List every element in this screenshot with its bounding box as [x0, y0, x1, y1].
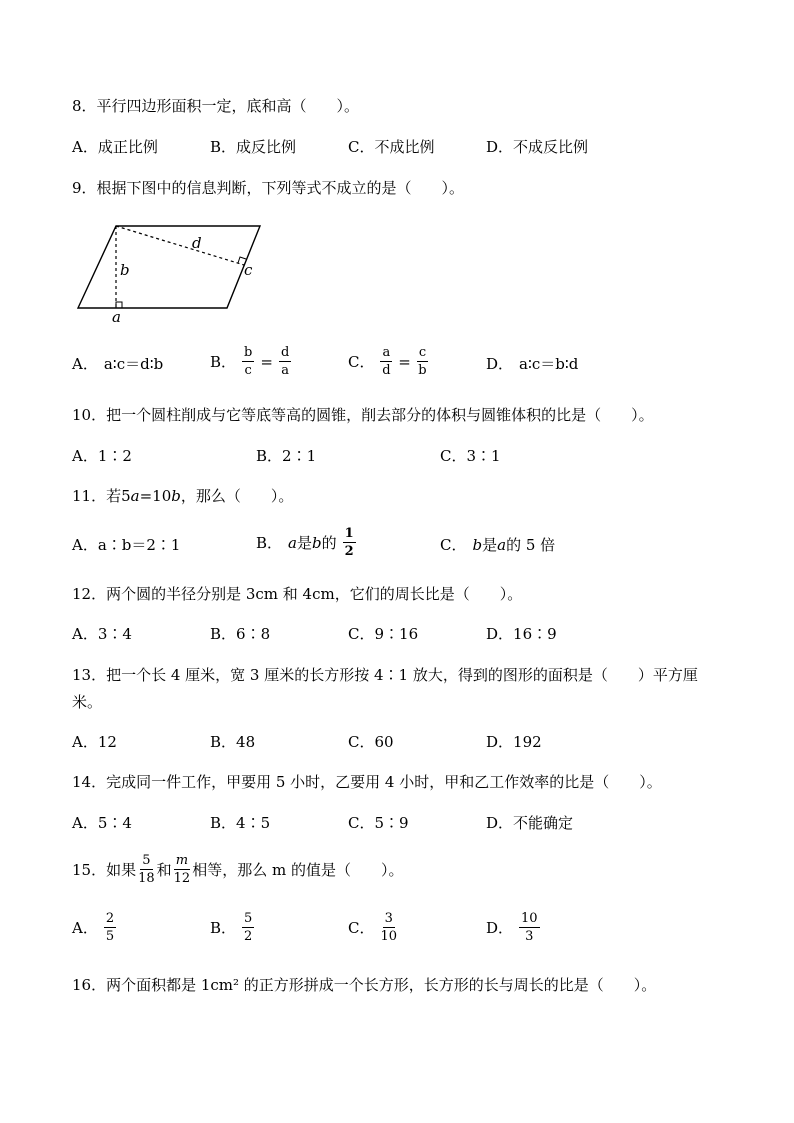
option-c[interactable]: C．9∶16: [348, 625, 419, 643]
option-c[interactable]: C． $\frac{3}{10}$: [348, 911, 398, 944]
option-d[interactable]: D．192: [486, 733, 542, 751]
fraction: $\frac{c}{b}$: [418, 345, 427, 378]
fraction: $\frac{5}{2}$: [244, 911, 253, 944]
question-12-options: [72, 624, 752, 660]
option-a[interactable]: A．3∶4: [72, 625, 132, 643]
fraction: $\frac{a}{d}$: [382, 345, 391, 378]
option-prefix: B．: [210, 352, 237, 371]
question-14: 14．完成同一件工作，甲要用 5 小时，乙要用 4 小时，甲和乙工作效率的比是（ ）。: [72, 773, 662, 791]
option-b[interactable]: B．4∶5: [210, 814, 271, 832]
equals-sign: =: [260, 352, 273, 371]
option-b[interactable]: B．6∶8: [210, 625, 271, 643]
option-c[interactable]: [348, 346, 428, 377]
equation: a∶c＝b∶d: [519, 355, 579, 373]
question-10: 10．把一个圆柱削成与它等底等高的圆锥，削去部分的体积与圆锥体积的比是（ ）。: [72, 406, 654, 424]
label-b: b: [120, 261, 130, 279]
option-b[interactable]: B．48: [210, 733, 256, 751]
option-c[interactable]: C．5∶9: [348, 814, 409, 832]
label-d: d: [192, 234, 202, 252]
height-d-line: [116, 226, 244, 265]
fraction: $\frac{b}{c}$: [244, 345, 253, 378]
fraction: $\frac{10}{3}$: [521, 911, 538, 944]
question-10-options: [72, 446, 752, 482]
option-d[interactable]: D．16∶9: [486, 625, 557, 643]
question-15-options: [72, 912, 752, 948]
question-11-options: [72, 527, 752, 563]
fraction: $\frac{5}{18}$: [138, 853, 155, 886]
option-a[interactable]: A．5∶4: [72, 814, 132, 832]
question-8: 8．平行四边形面积一定，底和高（ ）。: [72, 97, 360, 115]
option-c[interactable]: C． b是a的 5 倍: [440, 536, 556, 554]
label-c: c: [244, 261, 253, 279]
question-13-line-2: 米。: [72, 693, 103, 711]
question-13-options: [72, 732, 752, 768]
question-9: 9．根据下图中的信息判断，下列等式不成立的是（ ）。: [72, 179, 465, 197]
option-a[interactable]: A． $\frac{2}{5}$: [72, 911, 115, 944]
option-b[interactable]: B．成反比例: [210, 138, 297, 156]
option-prefix: C．: [348, 352, 375, 371]
option-d[interactable]: D．不成反比例: [486, 138, 589, 156]
question-16: 16．两个面积都是 1cm² 的正方形拼成一个长方形，长方形的长与周长的比是（ ）。: [72, 976, 657, 994]
option-d[interactable]: D． $\frac{10}{3}$: [486, 911, 538, 944]
option-c[interactable]: C．不成比例: [348, 138, 435, 156]
question-12: 12．两个圆的半径分别是 3cm 和 4cm，它们的周长比是（ ）。: [72, 585, 523, 603]
question-11: 11．若5a=10b，那么（ ）。: [72, 487, 294, 505]
option-b[interactable]: B．2∶1: [256, 447, 317, 465]
option-b[interactable]: [210, 346, 291, 377]
question-8-options: [72, 137, 752, 173]
parallelogram-diagram: [72, 220, 272, 330]
option-d[interactable]: [486, 354, 578, 374]
equation: a∶c＝d∶b: [103, 355, 164, 373]
option-a[interactable]: [72, 354, 163, 374]
question-15: 15．如果 $\frac{5}{18}$ 和 $\frac{m}{12}$ 相等，那么 m 的值是（ ）。: [72, 853, 404, 886]
option-a[interactable]: A．12: [72, 733, 117, 751]
question-9-options: [72, 346, 752, 382]
option-c[interactable]: C．60: [348, 733, 394, 751]
option-b[interactable]: B． $\frac{5}{2}$: [210, 911, 253, 944]
option-d[interactable]: D．不能确定: [486, 814, 574, 832]
equals-sign: =: [398, 352, 411, 371]
option-a[interactable]: A．1∶2: [72, 447, 132, 465]
label-a: a: [112, 308, 121, 326]
fraction: $\frac{2}{5}$: [105, 911, 115, 944]
fraction: $\frac{d}{a}$: [280, 345, 290, 378]
fraction: $\frac{3}{10}$: [380, 911, 398, 944]
option-a[interactable]: A．a∶b＝2∶1: [72, 536, 181, 554]
question-14-options: [72, 813, 752, 849]
fraction: $\frac{m}{12}$: [173, 853, 191, 886]
fraction: $\frac{1}{2}$: [344, 526, 354, 559]
option-a[interactable]: A．成正比例: [72, 138, 158, 156]
option-prefix: A．: [72, 355, 98, 373]
parallelogram-shape: [78, 226, 260, 308]
option-prefix: D．: [486, 355, 514, 373]
question-13-line-1: 13．把一个长 4 厘米，宽 3 厘米的长方形按 4∶1 放大，得到的图形的面积是（ ）平方厘: [72, 666, 698, 684]
option-b[interactable]: B． a是b的 $\frac{1}{2}$: [256, 526, 354, 559]
option-c[interactable]: C．3∶1: [440, 447, 501, 465]
